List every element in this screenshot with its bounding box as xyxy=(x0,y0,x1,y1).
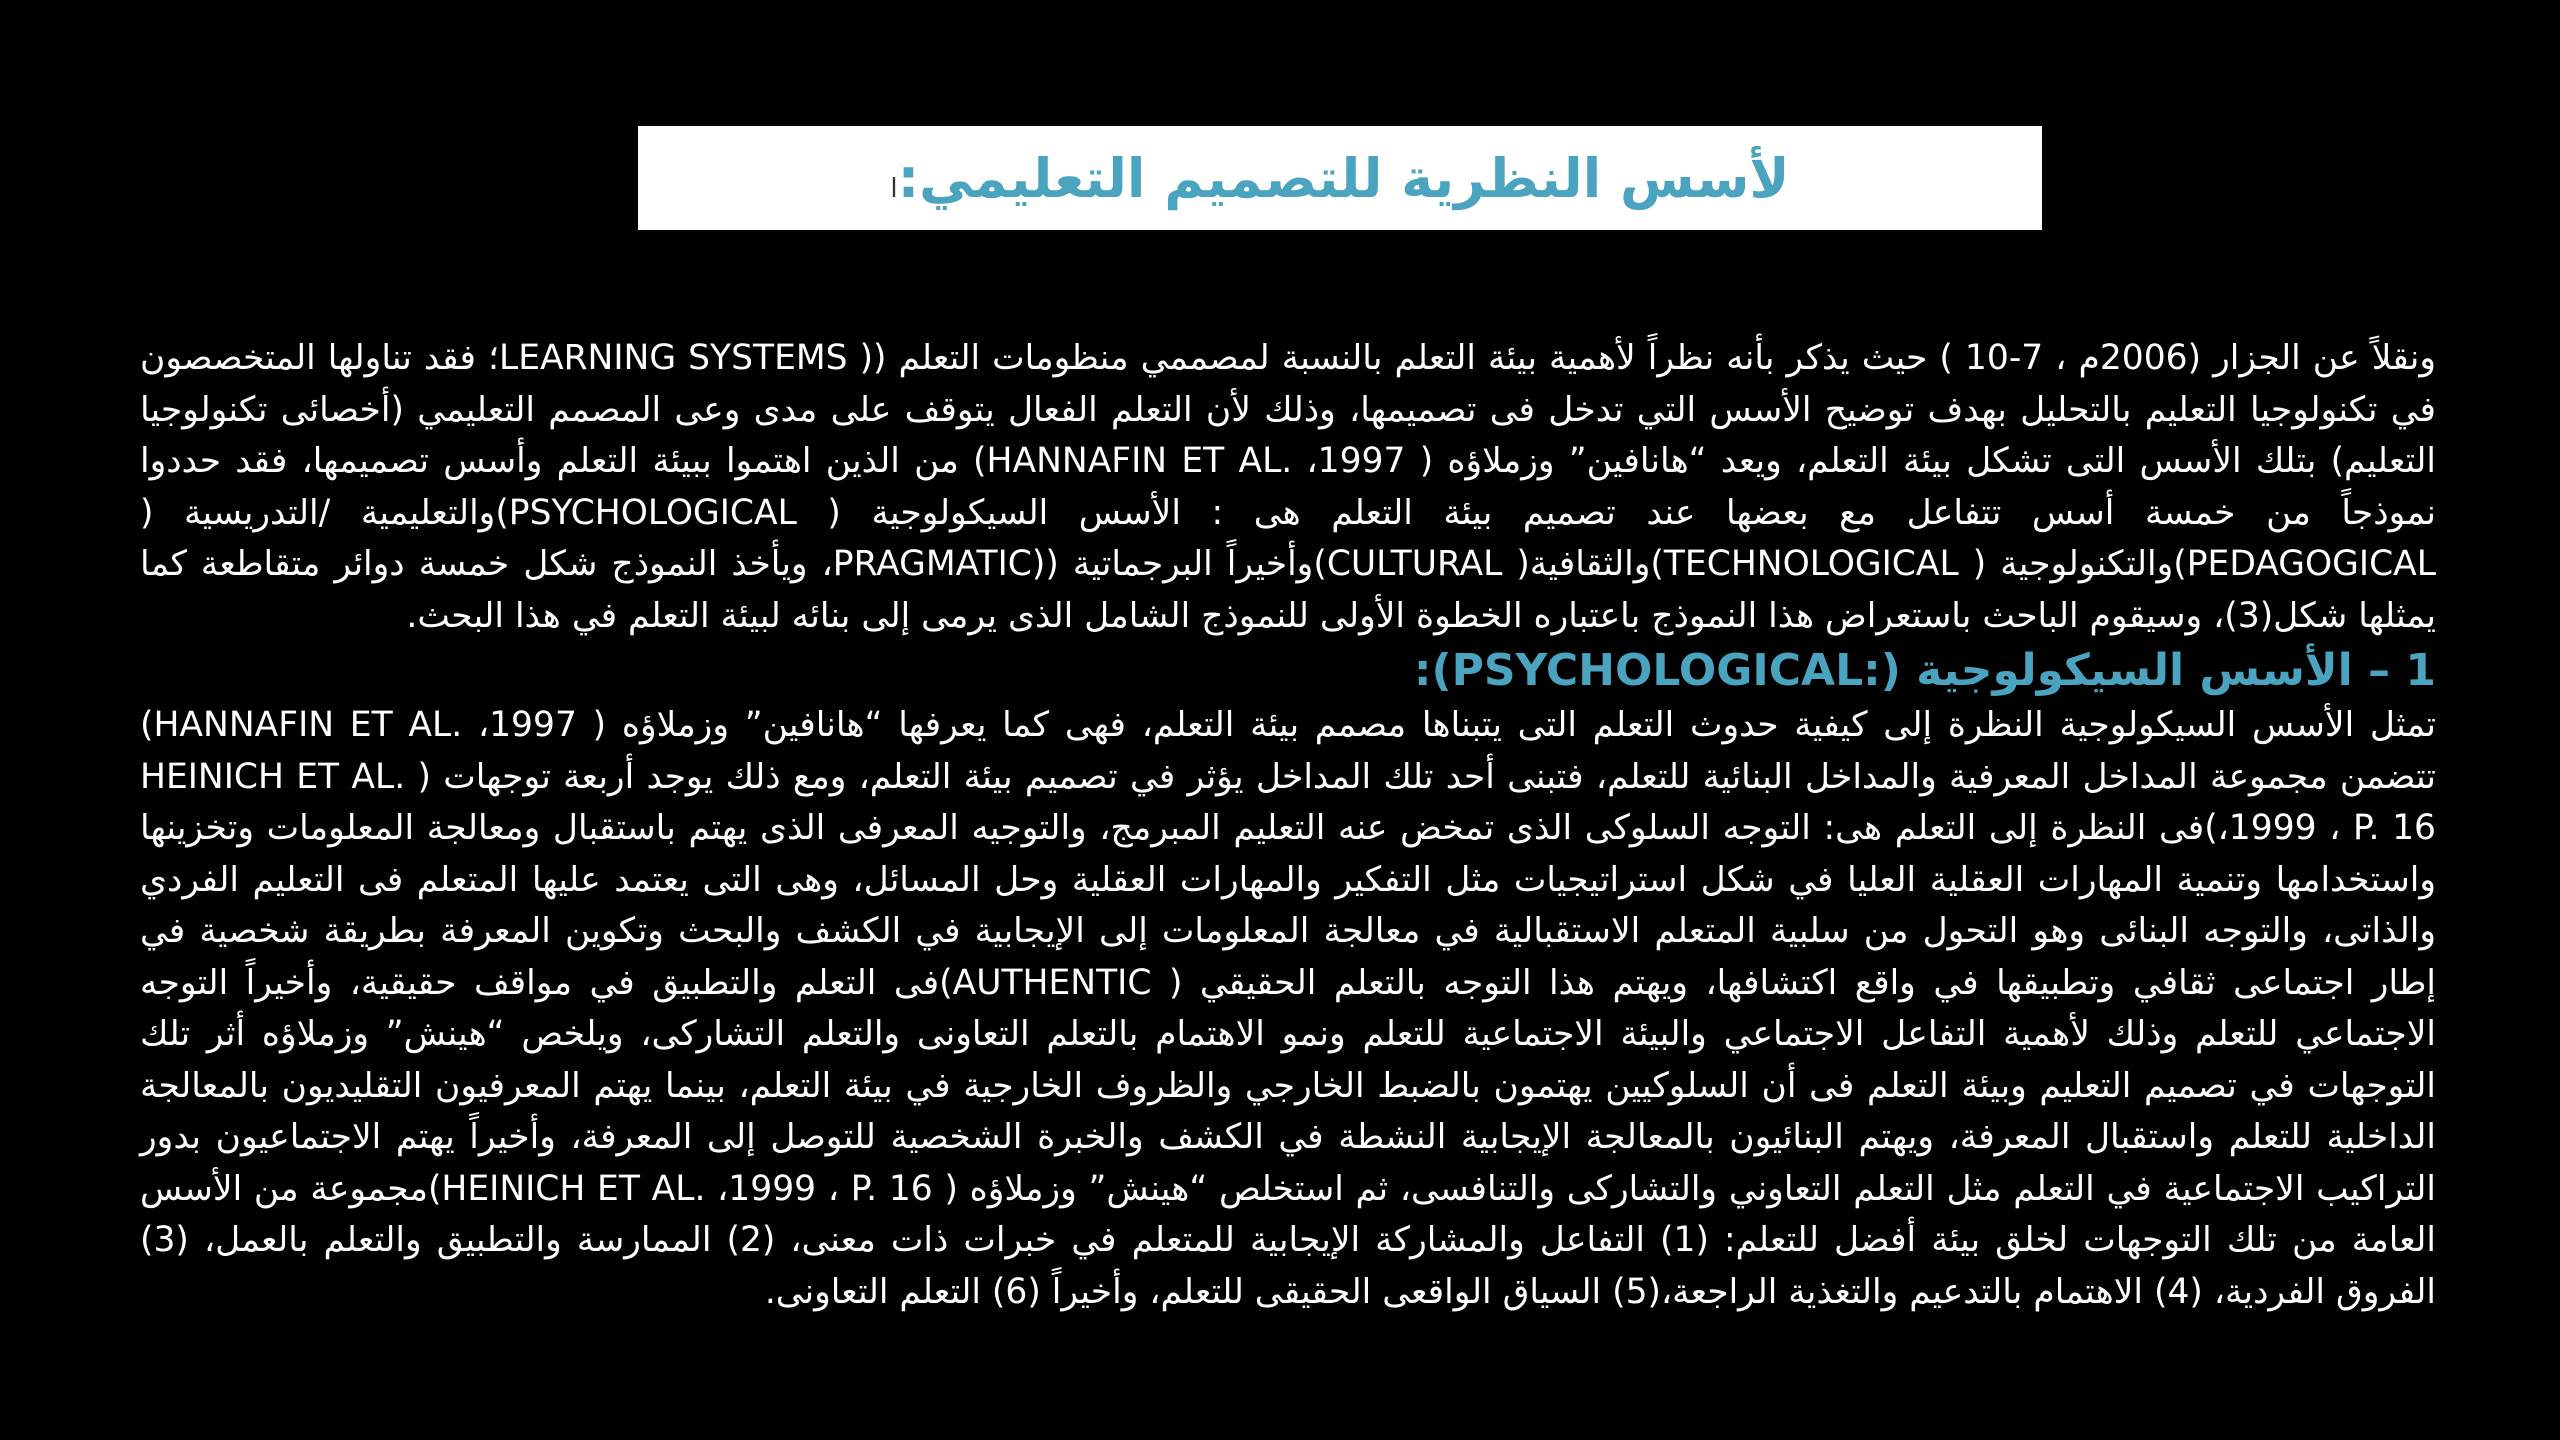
title-text: لأسس النظرية للتصميم التعليمي: xyxy=(897,146,1790,210)
title-stray-mark: ا xyxy=(890,173,898,204)
section-heading: 1 – الأسس السيكولوجية (:PSYCHOLOGICAL): xyxy=(1413,645,2436,696)
body-text xyxy=(140,333,2436,1318)
intro-paragraph: ونقلاً عن الجزار (2006م ، 7-10 ) حيث يذكر بأنه نظراً لأهمية بيئة التعلم بالنسبة لمصممي منظومات التعلم (( LEARNING SYSTEMS؛ فقد تناولها المتخصصون في تكنولوجيا التعليم بالتحليل بهدف توضيح الأسس التي تدخل فى تصميمها، وذلك لأن التعلم الفعال يتوقف على مدى وعى المصمم التعليمي (أخصائى تكنولوجيا التعليم) بتلك الأسس التى تشكل بيئة التعلم، ويعد “هانافين” وزملاؤه ( HANNAFIN ET AL. ،1997) من الذين اهتموا ببيئة التعلم وأسس تصميمها، فقد حددوا نموذجاً من خمسة أسس تتفاعل مع بعضها عند تصميم بيئة التعلم هى : الأسس السيكولوجية ( PSYCHOLOGICAL)والتعليمية /التدريسية ( PEDAGOGICAL)والتكنولوجية ( TECHNOLOGICAL)والثقافية( CULTURAL)وأخيراً البرجماتية ((PRAGMATIC، ويأخذ النموذج شكل خمسة دوائر متقاطعة كما يمثلها شكل(3)، وسيقوم الباحث باستعراض هذا النموذج باعتباره الخطوة الأولى للنموذج الشامل الذى يرمى إلى بنائه لبيئة التعلم في هذا البحث. xyxy=(140,338,2437,636)
psychological-paragraph: تمثل الأسس السيكولوجية النظرة إلى كيفية حدوث التعلم التى يتبناها مصمم بيئة التعلم، فهى كما يعرفها “هانافين” وزملاؤه ( HANNAFIN ET AL. ،1997) تتضمن مجموعة المداخل المعرفية والمداخل البنائية للتعلم، فتبنى أحد تلك المداخل يؤثر في تصميم بيئة التعلم، ومع ذلك يوجد أربعة توجهات ( HEINICH ET AL. ،1999 ، P. 16)فى النظرة إلى التعلم هى: التوجه السلوكى الذى تمخض عنه التعليم المبرمج، والتوجيه المعرفى الذى يهتم باستقبال ومعالجة المعلومات وتخزينها واستخدامها وتنمية المهارات العقلية العليا في شكل استراتيجيات مثل التفكير والمهارات العقلية وحل المسائل، وهى التى يعتمد عليها المتعلم فى التعليم الفردي والذاتى، والتوجه البنائى وهو التحول من سلبية المتعلم الاستقبالية في معالجة المعلومات إلى الإيجابية في الكشف والبحث وتكوين المعرفة بطريقة شخصية في إطار اجتماعى ثقافي وتطبيقها في واقع اكتشافها، ويهتم هذا التوجه بالتعلم الحقيقي ( AUTHENTIC)فى التعلم والتطبيق في مواقف حقيقية، وأخيراً التوجه الاجتماعي للتعلم وذلك لأهمية التفاعل الاجتماعي والبيئة الاجتماعية للتعلم ونمو الاهتمام بالتعلم التعاونى والتعلم التشاركى، ويلخص “هينش” وزملاؤه أثر تلك التوجهات في تصميم التعليم وبيئة التعلم فى أن السلوكيين يهتمون بالضبط الخارجي والظروف الخارجية في بيئة التعلم، بينما يهتم المعرفيون التقليديون بالمعالجة الداخلية للتعلم واستقبال المعرفة، ويهتم البنائيون بالمعالجة الإيجابية النشطة في الكشف والخبرة الشخصية للتوصل إلى المعرفة، وأخيراً يهتم الاجتماعيون بدور التراكيب الاجتماعية في التعلم مثل التعلم التعاوني والتشاركى والتنافسى، ثم استخلص “هينش” وزملاؤه ( HEINICH ET AL. ،1999 ، P. 16)مجموعة من الأسس العامة من تلك التوجهات لخلق بيئة أفضل للتعلم: (1) التفاعل والمشاركة الإيجابية للمتعلم في خبرات ذات معنى، (2) الممارسة والتطبيق والتعلم بالعمل، (3) الفروق الفردية، (4) الاهتمام بالتدعيم والتغذية الراجعة،(5) السياق الواقعى الحقيقى للتعلم، وأخيراً (6) التعلم التعاونى. xyxy=(140,705,2437,1312)
slide-title xyxy=(890,147,1789,210)
title-banner xyxy=(638,126,2042,230)
